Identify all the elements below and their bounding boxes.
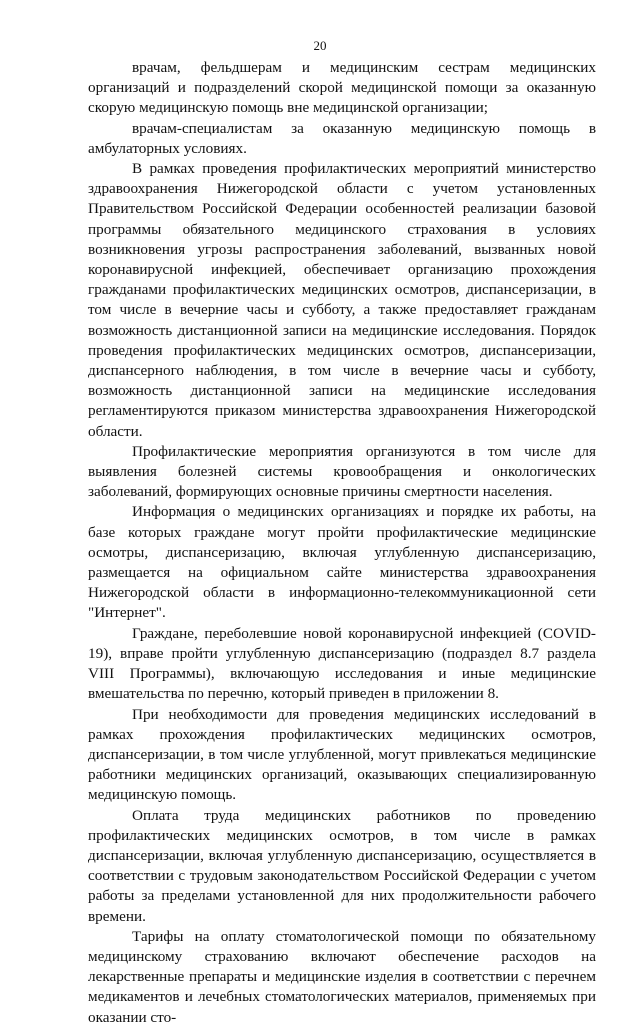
page-number: 20 xyxy=(313,38,327,53)
document-body xyxy=(88,58,596,1028)
paragraph-7: При необходимости для проведения медицинских исследований в рамках прохождения профилактических медицинских осмотров, диспансеризации, в том числе углубленной, могут привлекаться медицинские работники медицинских организаций, оказывающих специализированную медицинскую помощь. xyxy=(88,705,596,804)
paragraph-6: Граждане, переболевшие новой коронавирусной инфекцией (COVID-19), вправе пройти углубленную диспансеризацию (подраздел 8.7 раздела VIII Программы), включающую исследования и иные медицинские вмешательства по перечню, который приведен в приложении 8. xyxy=(88,624,596,703)
paragraph-8: Оплата труда медицинских работников по проведению профилактических медицинских осмотров, в том числе в рамках диспансеризации, включая углубленную диспансеризацию, осуществляется в соответствии с трудовым законодательством Российской Федерации с учетом работы за пределами установленной для них продолжительности рабочего времени. xyxy=(88,806,596,925)
paragraph-3: В рамках проведения профилактических мероприятий министерство здравоохранения Нижегородской области с учетом установленных Правительством Российской Федерации особенностей реализации базовой программы обязательного медицинского страхования в условиях возникновения угрозы распространения заболеваний, вызванных новой коронавирусной инфекцией, обеспечивает организацию прохождения гражданами профилактических медицинских осмотров, диспансеризации, в том числе в вечерние часы и субботу, а также предоставляет гражданам возможность дистанционной записи на медицинские исследования. Порядок проведения профилактических медицинских осмотров, диспансеризации, диспансерного наблюдения, в том числе в вечерние часы и субботу, возможность дистанционной записи на медицинские исследования регламентируются приказом министерства здравоохранения Нижегородской области. xyxy=(88,160,596,440)
paragraph-5: Информация о медицинских организациях и порядке их работы, на базе которых граждане могут пройти профилактические медицинские осмотры, диспансеризацию, включая углубленную диспансеризацию, размещается на официальном сайте министерства здравоохранения Нижегородской области в информационно-телекоммуникационной сети "Интернет". xyxy=(88,503,596,622)
paragraph-9: Тарифы на оплату стоматологической помощи по обязательному медицинскому страхованию включают обеспечение расходов на лекарственные препараты и медицинские изделия в соответствии с перечнем медикаментов и лечебных стоматологических материалов, применяемых при оказании сто- xyxy=(88,927,596,1026)
paragraph-1: врачам, фельдшерам и медицинским сестрам медицинских организаций и подразделений скорой медицинской помощи за оказанную скорую медицинскую помощь вне медицинской организации; xyxy=(88,59,596,117)
paragraph-4: Профилактические мероприятия организуются в том числе для выявления болезней системы кровообращения и онкологических заболеваний, формирующих основные причины смертности населения. xyxy=(88,442,596,501)
paragraph-2: врачам-специалистам за оказанную медицинскую помощь в амбулаторных условиях. xyxy=(88,119,596,157)
